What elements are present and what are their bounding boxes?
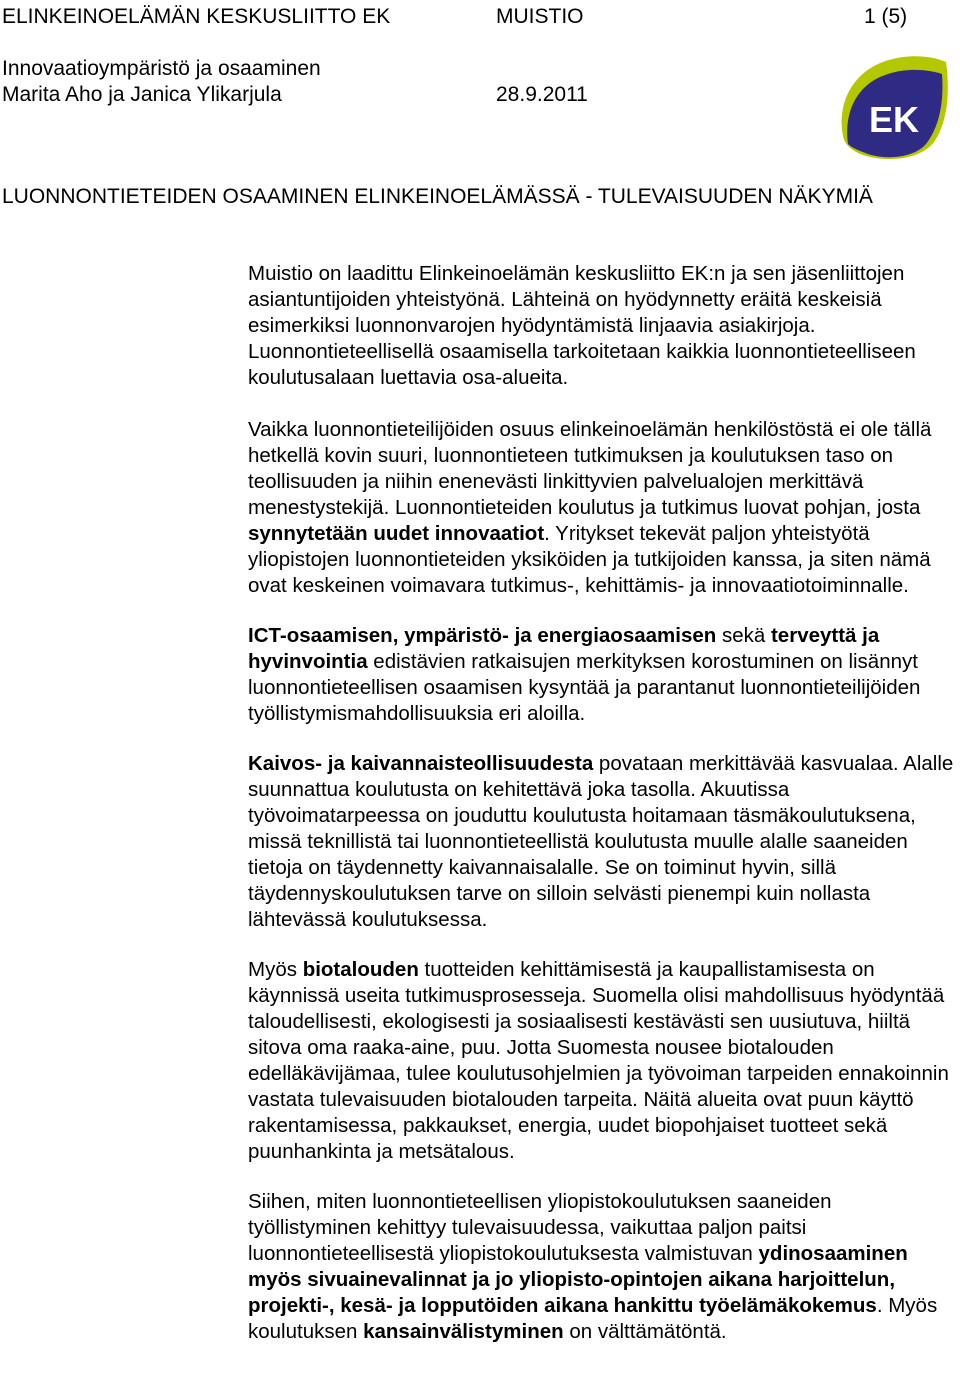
memo-body <box>248 261 960 1369</box>
text-run: edistävien ratkaisujen merkityksen korostuminen on lisännyt luonnontieteellisen osaamisen kysyntää ja parantanut luonnontieteilijöiden työllistymismahdollisuuksia eri aloilla. <box>248 650 921 725</box>
text-run: Siihen, miten luonnontieteellisen yliopistokoulutuksen saaneiden työllistyminen kehittyy tulevaisuudessa, vaikuttaa paljon paitsi luonnontieteellisestä yliopistokoulutuksesta valmistuvan <box>248 1190 832 1265</box>
paragraph-innovation <box>248 417 960 599</box>
text-run: Myös <box>248 958 303 981</box>
bold-text: synnytetään uudet innovaatiot <box>248 522 545 545</box>
bold-text: kansainvälistyminen <box>363 1320 564 1343</box>
bold-text: terveyttä ja hyvinvointia <box>248 624 880 673</box>
header-org: ELINKEINOELÄMÄN KESKUSLIITTO EK <box>2 5 391 28</box>
paragraph-ict <box>248 623 960 727</box>
text-run: sekä <box>716 624 771 647</box>
text-run: Vaikka luonnontieteilijöiden osuus elinkeinoelämän henkilöstöstä ei ole tällä hetkellä kovin suuri, luonnontieteen tutkimuksen ja koulutuksen taso on teollisuuden ja niihin enenevästi linkittyvien palvelualojen merkittävä menestystekijä. Luonnontieteiden koulutus ja tutkimus luovat pohjan, josta <box>248 418 932 519</box>
header-doc-type: MUISTIO <box>496 5 584 28</box>
text-run: povataan merkittävää kasvualaa. Alalle suunnattua koulutusta on kehitettävä joka tasolla. Akuutissa työvoimatarpeessa on jouduttu koulutusta hoitamaan täsmäkoulutuksena, missä teknillistä tai luonnontieteellistä koulutusta muulle alalle saaneiden tietoja on täydennetty kaivannaisalalle. Se on toiminut hyvin, sillä täydennyskoulutuksen tarve on silloin selvästi pienempi kuin nollasta lähtevässä koulutuksessa. <box>248 752 954 931</box>
text-run: tuotteiden kehittämisestä ja kaupallistamisesta on käynnissä useita tutkimusprosesseja. Suomella olisi mahdollisuus hyödyntää taloudellisesti, ekologisesti ja sosiaalisesti kestävästi sen uusiutuva, hiiltä sitova oma raaka-aine, puu. Jotta Suomesta nousee biotalouden edelläkävijämaa, tulee koulutusohjelmien ja työvoiman tarpeiden ennakoinnin vastata tulevaisuuden biotalouden tarpeita. Näitä alueita ovat puun käyttö rakentamisessa, pakkaukset, energia, uudet biopohjaiset tuotteet sekä puunhankinta ja metsätalous. <box>248 958 949 1163</box>
header-unit: Innovaatioympäristö ja osaaminen <box>2 57 321 80</box>
text-run: . Yritykset tekevät paljon yhteistyötä yliopistojen luonnontieteiden yksiköiden ja tutkijoiden kanssa, ja siten nämä ovat keskeinen voimavara tutkimus-, kehittämis- ja innovaatiotoiminnalle. <box>248 522 931 597</box>
document-title: LUONNONTIETEIDEN OSAAMINEN ELINKEINOELÄMÄSSÄ - TULEVAISUUDEN NÄKYMIÄ <box>2 185 873 208</box>
header-page: 1 (5) <box>864 5 908 28</box>
bold-text: biotalouden <box>302 958 419 981</box>
header-authors: Marita Aho ja Janica Ylikarjula <box>2 83 282 106</box>
paragraph-employment <box>248 1189 960 1345</box>
paragraph-bioeconomy <box>248 957 960 1165</box>
header-date: 28.9.2011 <box>496 83 588 106</box>
paragraph-mining <box>248 751 960 933</box>
text-run: Muistio on laadittu Elinkeinoelämän keskusliitto EK:n ja sen jäsenliittojen asiantuntijoiden yhteistyönä. Lähteinä on hyödynnetty eräitä keskeisiä esimerkiksi luonnonvarojen hyödyntämistä linjaavia asiakirjoja. Luonnontieteellisellä osaamisella tarkoitetaan kaikkia luonnontieteelliseen koulutusalaan luettavia osa-alueita. <box>248 262 916 389</box>
bold-text: ydinosaaminen myös sivuainevalinnat ja jo yliopisto-opintojen aikana harjoittelun, projekti-, kesä- ja lopputöiden aikana hankittu työelämäkokemus <box>248 1242 908 1317</box>
text-run: on välttämätöntä. <box>563 1320 727 1343</box>
ek-logo <box>838 50 950 162</box>
paragraph-intro <box>248 261 960 391</box>
text-run: . Myös koulutuksen <box>248 1294 938 1343</box>
logo-text: EK <box>868 99 920 140</box>
bold-text: ICT-osaamisen, ympäristö- ja energiaosaamisen <box>248 624 717 647</box>
bold-text: Kaivos- ja kaivannaisteollisuudesta <box>248 752 594 775</box>
